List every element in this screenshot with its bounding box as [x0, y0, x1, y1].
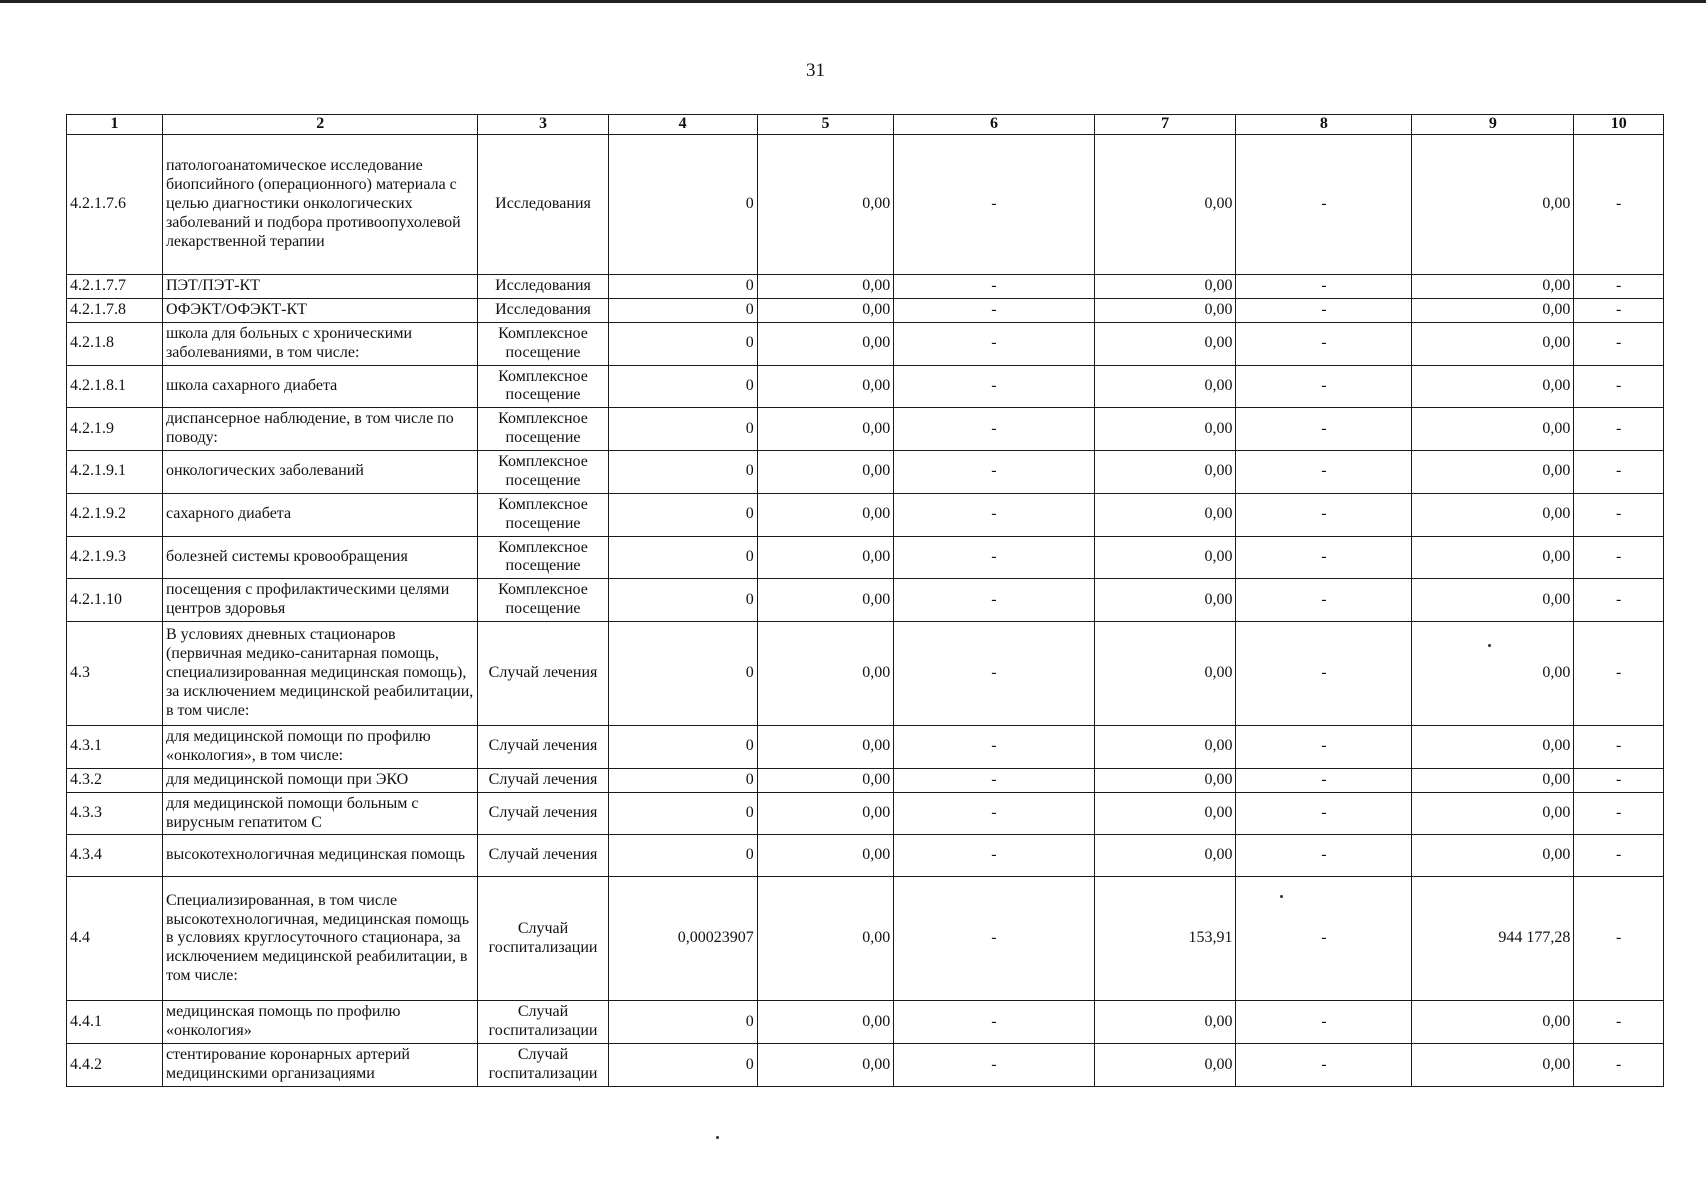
value-col-5: 0,00: [757, 579, 893, 622]
value-col-5: 0,00: [757, 322, 893, 365]
value-col-8: -: [1236, 451, 1412, 494]
value-col-5: 0,00: [757, 298, 893, 322]
table-row: [67, 835, 1664, 877]
row-code: 4.2.1.9: [67, 408, 163, 451]
row-code: 4.4: [67, 877, 163, 1001]
column-header: 6: [894, 115, 1094, 135]
value-col-4: 0: [608, 1044, 757, 1087]
row-code: 4.2.1.8: [67, 322, 163, 365]
value-col-8: -: [1236, 298, 1412, 322]
scan-edge-line: [0, 0, 1706, 3]
row-unit: Случай госпитализации: [478, 877, 608, 1001]
row-name: онкологических заболеваний: [162, 451, 478, 494]
value-col-10: -: [1574, 451, 1664, 494]
value-col-5: 0,00: [757, 835, 893, 877]
row-name: высокотехнологичная медицинская помощь: [162, 835, 478, 877]
value-col-6: -: [894, 768, 1094, 792]
row-code: 4.2.1.7.7: [67, 275, 163, 299]
value-col-5: 0,00: [757, 792, 893, 835]
value-col-7: 0,00: [1094, 1044, 1236, 1087]
row-name: школа для больных с хроническими заболеваниями, в том числе:: [162, 322, 478, 365]
value-col-7: 0,00: [1094, 322, 1236, 365]
value-col-8: -: [1236, 275, 1412, 299]
row-unit: Комплексное посещение: [478, 579, 608, 622]
value-col-7: 0,00: [1094, 493, 1236, 536]
row-unit: Комплексное посещение: [478, 408, 608, 451]
row-unit: Случай лечения: [478, 792, 608, 835]
value-col-10: -: [1574, 408, 1664, 451]
value-col-4: 0: [608, 365, 757, 408]
value-col-7: 0,00: [1094, 835, 1236, 877]
column-header: 2: [162, 115, 478, 135]
value-col-5: 0,00: [757, 1044, 893, 1087]
row-name: диспансерное наблюдение, в том числе по поводу:: [162, 408, 478, 451]
value-col-8: -: [1236, 579, 1412, 622]
column-header: 3: [478, 115, 608, 135]
row-unit: Случай госпитализации: [478, 1044, 608, 1087]
value-col-6: -: [894, 322, 1094, 365]
value-col-9: 0,00: [1412, 1044, 1574, 1087]
table-row: [67, 275, 1664, 299]
value-col-10: -: [1574, 579, 1664, 622]
row-unit: Исследования: [478, 135, 608, 275]
row-name: для медицинской помощи при ЭКО: [162, 768, 478, 792]
row-name: для медицинской помощи больным с вирусным гепатитом С: [162, 792, 478, 835]
value-col-9: 0,00: [1412, 135, 1574, 275]
table-row: [67, 726, 1664, 769]
table-row: [67, 622, 1664, 726]
value-col-6: -: [894, 726, 1094, 769]
row-code: 4.2.1.7.6: [67, 135, 163, 275]
value-col-10: -: [1574, 768, 1664, 792]
row-name: В условиях дневных стационаров (первичная медико-санитарная помощь, специализированная медицинская помощь), за исключением медицинской реабилитации, в том числе:: [162, 622, 478, 726]
row-code: 4.3.4: [67, 835, 163, 877]
value-col-8: -: [1236, 322, 1412, 365]
value-col-7: 0,00: [1094, 298, 1236, 322]
value-col-4: 0: [608, 835, 757, 877]
value-col-5: 0,00: [757, 275, 893, 299]
value-col-9: 0,00: [1412, 408, 1574, 451]
table-row: [67, 1001, 1664, 1044]
row-name: медицинская помощь по профилю «онкология»: [162, 1001, 478, 1044]
value-col-5: 0,00: [757, 451, 893, 494]
row-name: для медицинской помощи по профилю «онкология», в том числе:: [162, 726, 478, 769]
table-row: [67, 536, 1664, 579]
column-header: 4: [608, 115, 757, 135]
row-code: 4.2.1.9.3: [67, 536, 163, 579]
row-unit: Комплексное посещение: [478, 493, 608, 536]
table-row: [67, 877, 1664, 1001]
value-col-9: 0,00: [1412, 298, 1574, 322]
value-col-4: 0: [608, 275, 757, 299]
value-col-6: -: [894, 877, 1094, 1001]
value-col-8: -: [1236, 877, 1412, 1001]
value-col-7: 0,00: [1094, 451, 1236, 494]
value-col-9: 0,00: [1412, 536, 1574, 579]
value-col-8: -: [1236, 835, 1412, 877]
row-unit: Случай лечения: [478, 726, 608, 769]
row-code: 4.2.1.7.8: [67, 298, 163, 322]
value-col-10: -: [1574, 726, 1664, 769]
value-col-6: -: [894, 135, 1094, 275]
value-col-4: 0: [608, 298, 757, 322]
data-table: [66, 114, 1664, 1087]
value-col-6: -: [894, 536, 1094, 579]
value-col-5: 0,00: [757, 622, 893, 726]
row-name: школа сахарного диабета: [162, 365, 478, 408]
row-code: 4.3.3: [67, 792, 163, 835]
value-col-5: 0,00: [757, 536, 893, 579]
value-col-10: -: [1574, 536, 1664, 579]
value-col-10: -: [1574, 835, 1664, 877]
column-number-row: [67, 115, 1664, 135]
value-col-10: -: [1574, 877, 1664, 1001]
value-col-6: -: [894, 792, 1094, 835]
row-name: посещения с профилактическими целями центров здоровья: [162, 579, 478, 622]
value-col-9: 0,00: [1412, 768, 1574, 792]
row-code: 4.2.1.9.2: [67, 493, 163, 536]
value-col-6: -: [894, 1001, 1094, 1044]
value-col-6: -: [894, 1044, 1094, 1087]
value-col-5: 0,00: [757, 408, 893, 451]
value-col-7: 0,00: [1094, 768, 1236, 792]
row-unit: Комплексное посещение: [478, 536, 608, 579]
value-col-5: 0,00: [757, 877, 893, 1001]
value-col-7: 0,00: [1094, 579, 1236, 622]
value-col-5: 0,00: [757, 135, 893, 275]
value-col-9: 0,00: [1412, 579, 1574, 622]
value-col-9: 0,00: [1412, 365, 1574, 408]
row-unit: Случай лечения: [478, 622, 608, 726]
table-row: [67, 135, 1664, 275]
value-col-5: 0,00: [757, 365, 893, 408]
column-header: 9: [1412, 115, 1574, 135]
value-col-9: 0,00: [1412, 726, 1574, 769]
value-col-4: 0: [608, 622, 757, 726]
value-col-7: 0,00: [1094, 792, 1236, 835]
scan-speck: [1488, 644, 1491, 647]
row-name: болезней системы кровообращения: [162, 536, 478, 579]
value-col-6: -: [894, 579, 1094, 622]
value-col-10: -: [1574, 135, 1664, 275]
scan-speck: [1280, 895, 1283, 898]
value-col-10: -: [1574, 1044, 1664, 1087]
value-col-9: 0,00: [1412, 322, 1574, 365]
value-col-9: 0,00: [1412, 493, 1574, 536]
page-number: 31: [806, 60, 825, 81]
row-code: 4.3.2: [67, 768, 163, 792]
value-col-9: 0,00: [1412, 792, 1574, 835]
row-unit: Случай лечения: [478, 768, 608, 792]
value-col-7: 0,00: [1094, 622, 1236, 726]
row-code: 4.4.2: [67, 1044, 163, 1087]
table-row: [67, 579, 1664, 622]
value-col-8: -: [1236, 135, 1412, 275]
value-col-4: 0,00023907: [608, 877, 757, 1001]
value-col-10: -: [1574, 1001, 1664, 1044]
row-unit: Комплексное посещение: [478, 451, 608, 494]
value-col-4: 0: [608, 726, 757, 769]
table-row: [67, 792, 1664, 835]
scan-speck: [716, 1136, 719, 1139]
row-name: патологоанатомическое исследование биопсийного (операционного) материала с целью диагностики онкологических заболеваний и подбора противоопухолевой лекарственной терапии: [162, 135, 478, 275]
table-row: [67, 298, 1664, 322]
value-col-10: -: [1574, 493, 1664, 536]
value-col-7: 0,00: [1094, 536, 1236, 579]
value-col-9: 0,00: [1412, 835, 1574, 877]
value-col-6: -: [894, 835, 1094, 877]
value-col-9: 0,00: [1412, 275, 1574, 299]
row-code: 4.2.1.9.1: [67, 451, 163, 494]
value-col-4: 0: [608, 792, 757, 835]
value-col-6: -: [894, 298, 1094, 322]
value-col-5: 0,00: [757, 1001, 893, 1044]
row-code: 4.3.1: [67, 726, 163, 769]
column-header: 10: [1574, 115, 1664, 135]
table-body: [67, 135, 1664, 1087]
value-col-7: 0,00: [1094, 365, 1236, 408]
row-name: стентирование коронарных артерий медицинскими организациями: [162, 1044, 478, 1087]
row-code: 4.3: [67, 622, 163, 726]
value-col-4: 0: [608, 135, 757, 275]
table-row: [67, 451, 1664, 494]
row-unit: Исследования: [478, 275, 608, 299]
row-code: 4.2.1.8.1: [67, 365, 163, 408]
value-col-7: 153,91: [1094, 877, 1236, 1001]
value-col-4: 0: [608, 536, 757, 579]
value-col-6: -: [894, 622, 1094, 726]
value-col-9: 0,00: [1412, 451, 1574, 494]
value-col-4: 0: [608, 579, 757, 622]
table-row: [67, 408, 1664, 451]
row-name: Специализированная, в том числе высокотехнологичная, медицинская помощь в условиях круглосуточного стационара, за исключением медицинской реабилитации, в том числе:: [162, 877, 478, 1001]
table-row: [67, 365, 1664, 408]
table-row: [67, 322, 1664, 365]
row-code: 4.2.1.10: [67, 579, 163, 622]
value-col-6: -: [894, 493, 1094, 536]
value-col-9: 0,00: [1412, 622, 1574, 726]
value-col-8: -: [1236, 792, 1412, 835]
value-col-8: -: [1236, 1001, 1412, 1044]
column-header: 7: [1094, 115, 1236, 135]
row-name: ОФЭКТ/ОФЭКТ-КТ: [162, 298, 478, 322]
value-col-7: 0,00: [1094, 275, 1236, 299]
value-col-4: 0: [608, 1001, 757, 1044]
value-col-4: 0: [608, 451, 757, 494]
value-col-6: -: [894, 451, 1094, 494]
value-col-8: -: [1236, 726, 1412, 769]
column-header: 8: [1236, 115, 1412, 135]
value-col-7: 0,00: [1094, 726, 1236, 769]
value-col-8: -: [1236, 408, 1412, 451]
row-name: ПЭТ/ПЭТ-КТ: [162, 275, 478, 299]
value-col-7: 0,00: [1094, 135, 1236, 275]
row-unit: Комплексное посещение: [478, 322, 608, 365]
row-unit: Исследования: [478, 298, 608, 322]
value-col-10: -: [1574, 792, 1664, 835]
table-row: [67, 768, 1664, 792]
table-row: [67, 493, 1664, 536]
row-code: 4.4.1: [67, 1001, 163, 1044]
value-col-9: 0,00: [1412, 1001, 1574, 1044]
value-col-8: -: [1236, 622, 1412, 726]
value-col-6: -: [894, 408, 1094, 451]
value-col-7: 0,00: [1094, 408, 1236, 451]
value-col-5: 0,00: [757, 726, 893, 769]
value-col-9: 944 177,28: [1412, 877, 1574, 1001]
column-header: 5: [757, 115, 893, 135]
value-col-10: -: [1574, 298, 1664, 322]
value-col-5: 0,00: [757, 768, 893, 792]
value-col-10: -: [1574, 322, 1664, 365]
value-col-4: 0: [608, 768, 757, 792]
value-col-10: -: [1574, 275, 1664, 299]
value-col-4: 0: [608, 493, 757, 536]
value-col-6: -: [894, 365, 1094, 408]
value-col-10: -: [1574, 622, 1664, 726]
table-row: [67, 1044, 1664, 1087]
column-header: 1: [67, 115, 163, 135]
value-col-7: 0,00: [1094, 1001, 1236, 1044]
value-col-4: 0: [608, 408, 757, 451]
value-col-10: -: [1574, 365, 1664, 408]
value-col-8: -: [1236, 768, 1412, 792]
value-col-8: -: [1236, 493, 1412, 536]
row-unit: Комплексное посещение: [478, 365, 608, 408]
value-col-8: -: [1236, 365, 1412, 408]
row-unit: Случай госпитализации: [478, 1001, 608, 1044]
row-name: сахарного диабета: [162, 493, 478, 536]
value-col-4: 0: [608, 322, 757, 365]
row-unit: Случай лечения: [478, 835, 608, 877]
value-col-5: 0,00: [757, 493, 893, 536]
value-col-8: -: [1236, 1044, 1412, 1087]
value-col-6: -: [894, 275, 1094, 299]
value-col-8: -: [1236, 536, 1412, 579]
